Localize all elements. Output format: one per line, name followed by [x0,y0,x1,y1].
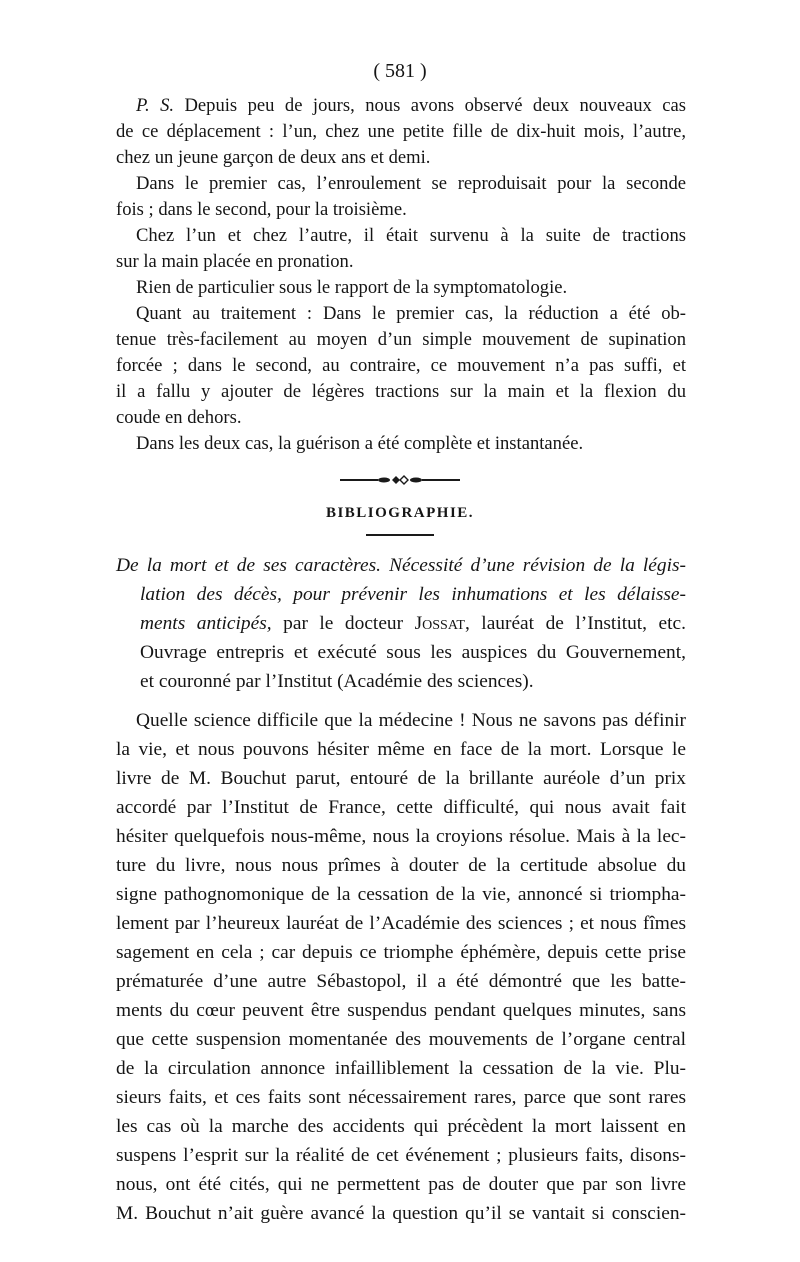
body-line-10: prématurée d’une autre Sébastopol, il a été démontré que les batte- [116,971,686,992]
body-line-14: sieurs faits, et ces faits sont nécessairement rares, parce que sont rares [116,1087,686,1108]
ps-line-4: Dans le premier cas, l’enroulement se reproduisait pour la seconde [136,173,686,194]
review-title-line-5: et couronné par l’Institut (Académie des sciences). [140,671,534,692]
review-title-line-1: De la mort et de ses caractères. Nécessité d’une révision de la légis- [116,555,686,576]
body-line-2: la vie, et nous pouvons hésiter même en face de la mort. Lorsque le [116,739,686,760]
ps-line-3: chez un jeune garçon de deux ans et demi. [116,147,431,168]
review-byline: par le docteur [271,613,415,634]
body-line-17: nous, ont été cités, qui ne permettent pas de douter que par son livre [116,1174,686,1195]
heading-rule [366,534,434,536]
ps-line-6: Chez l’un et chez l’autre, il était survenu à la suite de tractions [136,225,686,246]
ps-line-5: fois ; dans le second, pour la troisième. [116,199,407,220]
body-line-7: signe pathognomonique de la cessation de la vie, annoncé si triompha- [116,884,686,905]
ps-line-1 [136,93,686,119]
ornament-divider [340,474,460,486]
body-line-5: hésiter quelquefois nous-même, nous la croyions résolue. Mais à la lec- [116,826,686,847]
ps-line-14: Dans les deux cas, la guérison a été complète et instantanée. [136,433,584,454]
body-line-6: ture du livre, nous nous prîmes à douter de la certitude absolue du [116,855,686,876]
body-line-1: Quelle science difficile que la médecine ! Nous ne savons pas définir [136,710,686,731]
ps-line-13: coude en dehors. [116,407,242,428]
body-line-12: que cette suspension momentanée des mouvements de l’organe central [116,1029,686,1050]
ps-line-11: forcée ; dans le second, au contraire, ce mouvement n’a pas suffi, et [116,355,686,376]
body-line-16: suspens l’esprit sur la réalité de cet événement ; plusieurs faits, disons- [116,1145,686,1166]
body-line-13: de la circulation annonce infailliblement la cessation de la vie. Plu- [116,1058,686,1079]
body-line-15: les cas où la marche des accidents qui précèdent la mort laissent en [116,1116,686,1137]
review-author-title: , lauréat de l’Institut, etc. [464,613,686,634]
ps-line-10: tenue très-facilement au moyen d’un simple mouvement de supination [116,329,686,350]
body-line-9: sagement en cela ; car depuis ce triomphe éphémère, depuis cette prise [116,942,686,963]
review-title-line-3 [140,609,686,638]
ps-line-2: de ce déplacement : l’un, chez une petite fille de dix-huit mois, l’autre, [116,121,686,142]
ps-label: P. S. [136,95,175,116]
ps-line-8: Rien de particulier sous le rapport de la symptomatologie. [136,277,568,298]
review-title-line-2: lation des décès, pour prévenir les inhumations et les délaisse- [140,584,686,605]
review-title-line-4: Ouvrage entrepris et exécuté sous les auspices du Gouvernement, [140,642,686,663]
body-line-18: M. Bouchut n’ait guère avancé la question qu’il se vantait si conscien- [116,1203,686,1224]
body-line-3: livre de M. Bouchut parut, entouré de la brillante auréole d’un prix [116,768,686,789]
page-number: ( 581 ) [373,60,427,82]
review-title-italic-end: ments anticipés, [140,613,272,634]
section-heading: BIBLIOGRAPHIE. [325,505,475,521]
ps-line-12: il a fallu y ajouter de légères tractions sur la main et la flexion du [116,381,686,402]
ps-line-9: Quant au traitement : Dans le premier cas, la réduction a été ob- [136,303,686,324]
ps-line-7: sur la main placée en pronation. [116,251,354,272]
ps-text: Depuis peu de jours, nous avons observé deux nouveaux cas [174,95,686,116]
review-author: Jossat [414,613,465,634]
body-line-4: accordé par l’Institut de France, cette difficulté, qui nous avait fait [116,797,686,818]
body-line-8: lement par l’heureux lauréat de l’Académie des sciences ; et nous fîmes [116,913,686,934]
body-line-11: ments du cœur peuvent être suspendus pendant quelques minutes, sans [116,1000,686,1021]
